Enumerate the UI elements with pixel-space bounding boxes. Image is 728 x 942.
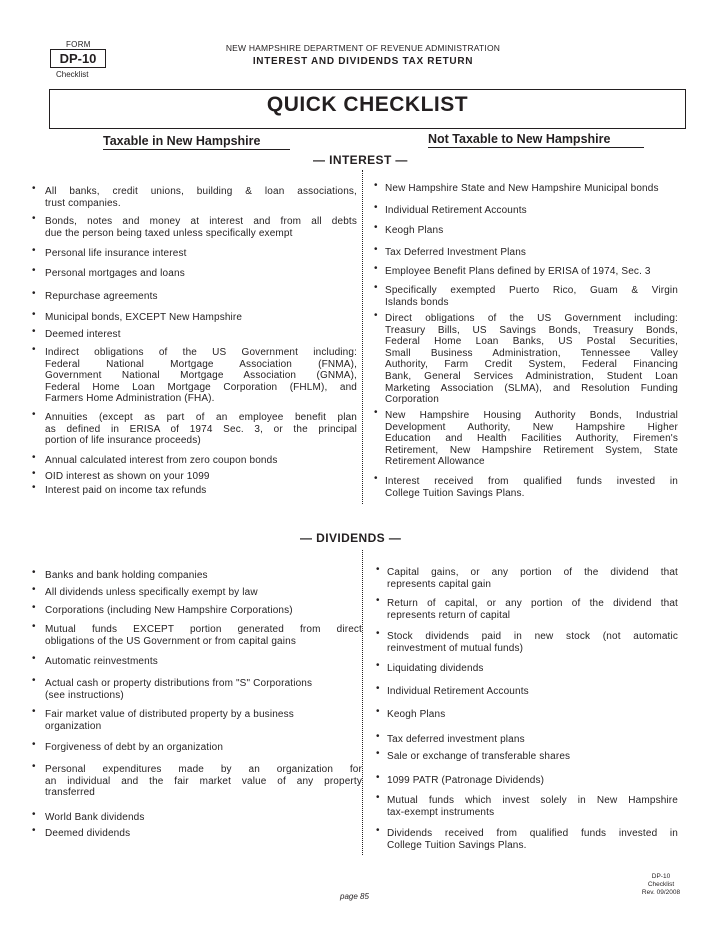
interest-column-divider	[362, 170, 363, 504]
taxable-column-heading: Taxable in New Hampshire	[103, 134, 290, 150]
checklist-item	[374, 263, 678, 278]
bullet-icon: •	[376, 660, 380, 671]
item-line: Municipal bonds, EXCEPT New Hampshire	[45, 312, 243, 323]
item-line: Automatic reinvestments	[45, 656, 158, 667]
form-number-box: DP-10	[50, 49, 106, 68]
bullet-icon: •	[32, 309, 36, 320]
bullet-icon: •	[376, 595, 380, 606]
item-line: Federal Home Loan Mortgage Corporation (FHLM), and	[45, 381, 357, 393]
item-text	[387, 598, 678, 621]
checklist-item	[32, 326, 357, 341]
checklist-item	[376, 731, 678, 746]
item-line: Farmers Home Administration (FHA).	[45, 393, 215, 405]
item-line: portion of life insurance proceeds)	[45, 435, 201, 447]
item-text	[45, 605, 362, 617]
checklist-item	[32, 706, 362, 732]
item-line: New Hampshire State and New Hampshire Municipal bonds	[385, 183, 659, 194]
item-line: Tax Deferred Investment Plans	[385, 247, 527, 258]
interest-heading-text: INTEREST	[329, 153, 392, 167]
checklist-item	[32, 482, 357, 497]
checklist-item	[32, 288, 357, 303]
checklist-item	[32, 409, 357, 447]
item-line: Banks and bank holding companies	[45, 570, 208, 581]
item-text	[45, 812, 362, 824]
bullet-icon: •	[32, 621, 36, 632]
page-number: page 85	[340, 892, 369, 901]
item-line: Mutual funds which invest solely in New Hampshire	[387, 795, 678, 806]
item-line: Bonds, notes and money at interest and from all debts	[45, 216, 357, 227]
checklist-item	[374, 473, 678, 499]
item-line: Development Authority, New Hampshire Higher	[385, 421, 678, 433]
checklist-item	[376, 825, 678, 851]
item-line: trust companies.	[45, 197, 121, 209]
checklist-item	[376, 628, 678, 654]
item-text	[45, 624, 362, 647]
bullet-icon: •	[32, 809, 36, 820]
item-line: All dividends unless specifically exempt by law	[45, 587, 258, 598]
item-text	[387, 734, 678, 746]
checklist-item	[32, 344, 357, 405]
bullet-icon: •	[32, 245, 36, 256]
item-line: Forgiveness of debt by an organization	[45, 742, 224, 753]
item-text	[45, 291, 357, 303]
bullet-icon: •	[32, 675, 36, 686]
item-text	[45, 268, 357, 280]
item-line: Personal mortgages and loans	[45, 268, 185, 279]
item-text	[387, 775, 678, 787]
checklist-item	[376, 660, 678, 675]
dividends-heading: — DIVIDENDS —	[300, 531, 402, 545]
bullet-icon: •	[32, 567, 36, 578]
item-line: reinvestment of mutual funds)	[387, 642, 524, 654]
bullet-icon: •	[376, 748, 380, 759]
bullet-icon: •	[32, 468, 36, 479]
item-text	[45, 312, 357, 324]
item-line: obligations of the US Government or from capital gains	[45, 635, 297, 647]
checklist-item	[374, 407, 678, 468]
item-line: All banks, credit unions, building & loan associations,	[45, 186, 357, 197]
item-text	[45, 485, 357, 497]
item-line: Stock dividends paid in new stock (not automatic	[387, 631, 678, 642]
item-line: Education and Health Facilities Authority, Firemen's	[385, 433, 678, 445]
item-text	[387, 631, 678, 654]
checklist-item	[32, 468, 357, 483]
item-text	[385, 410, 678, 468]
item-line: Indirect obligations of the US Government including:	[45, 347, 357, 358]
item-line: Annuities (except as part of an employee benefit plan	[45, 412, 357, 423]
bullet-icon: •	[32, 584, 36, 595]
item-line: Employee Benefit Plans defined by ERISA of 1974, Sec. 3	[385, 266, 651, 277]
bullet-icon: •	[32, 288, 36, 299]
bullet-icon: •	[32, 825, 36, 836]
department-name: NEW HAMPSHIRE DEPARTMENT OF REVENUE ADMINISTRATION	[225, 43, 501, 53]
bullet-icon: •	[374, 222, 378, 233]
revision-form: DP-10	[651, 873, 671, 880]
item-line: Repurchase agreements	[45, 291, 158, 302]
item-text	[385, 205, 678, 217]
bullet-icon: •	[32, 452, 36, 463]
checklist-item	[32, 213, 357, 239]
revision-block	[628, 873, 694, 897]
bullet-icon: •	[374, 202, 378, 213]
item-text	[45, 329, 357, 341]
item-text	[45, 186, 357, 209]
item-line: (see instructions)	[45, 689, 124, 701]
item-line: Return of capital, or any portion of the dividend that	[387, 598, 678, 609]
checklist-item	[376, 683, 678, 698]
item-line: Small Business Administration, Tennessee Valley	[385, 347, 678, 359]
checklist-item	[32, 653, 362, 668]
bullet-icon: •	[376, 731, 380, 742]
checklist-item	[374, 180, 678, 195]
item-text	[385, 225, 678, 237]
checklist-item	[32, 602, 362, 617]
bullet-icon: •	[32, 602, 36, 613]
dividends-heading-text: DIVIDENDS	[316, 531, 386, 545]
bullet-icon: •	[32, 213, 36, 224]
item-line: Corporations (including New Hampshire Corporations)	[45, 605, 293, 616]
item-text	[45, 742, 362, 754]
item-text	[387, 686, 678, 698]
bullet-icon: •	[32, 409, 36, 420]
checklist-item	[32, 825, 362, 840]
checklist-item	[32, 245, 357, 260]
bullet-icon: •	[376, 825, 380, 836]
form-subtitle: Checklist	[56, 70, 89, 79]
item-text	[385, 476, 678, 499]
checklist-item	[374, 222, 678, 237]
item-text	[45, 678, 362, 701]
checklist-item	[32, 265, 357, 280]
item-text	[385, 247, 678, 259]
item-line: Retirement, New Hampshire Retirement System, State	[385, 444, 678, 456]
checklist-item	[32, 761, 362, 799]
item-line: Individual Retirement Accounts	[385, 205, 527, 216]
item-line: New Hampshire Housing Authority Bonds, Industrial	[385, 410, 678, 421]
checklist-item	[32, 809, 362, 824]
item-text	[45, 764, 362, 799]
bullet-icon: •	[374, 263, 378, 274]
item-text	[45, 828, 362, 840]
item-line: Liquidating dividends	[387, 663, 484, 674]
item-line: Federal Home Loan Banks, US Postal Securities,	[385, 336, 678, 348]
item-line: Corporation	[385, 394, 439, 406]
bullet-icon: •	[32, 344, 36, 355]
item-line: an individual and the fair market value of any property	[45, 775, 362, 787]
item-line: Keogh Plans	[387, 709, 446, 720]
item-line: Government National Mortgage Association (GNMA),	[45, 370, 357, 382]
return-title: INTEREST AND DIVIDENDS TAX RETURN	[252, 56, 474, 67]
form-label: FORM	[66, 40, 91, 49]
checklist-item	[376, 564, 678, 590]
checklist-item	[32, 309, 357, 324]
checklist-item	[376, 772, 678, 787]
item-line: Islands bonds	[385, 296, 449, 308]
bullet-icon: •	[376, 628, 380, 639]
bullet-icon: •	[376, 772, 380, 783]
item-text	[385, 266, 678, 278]
item-line: Actual cash or property distributions from "S" Corporations	[45, 678, 313, 689]
item-line: Fair market value of distributed property by a business	[45, 709, 294, 720]
item-line: as defined in ERISA of 1974 Sec. 3, or the principal	[45, 423, 357, 435]
item-text	[45, 656, 362, 668]
item-line: Annual calculated interest from zero coupon bonds	[45, 455, 278, 466]
item-text	[387, 663, 678, 675]
checklist-item	[32, 183, 357, 209]
item-text	[45, 455, 357, 467]
item-line: Specifically exempted Puerto Rico, Guam & Virgin	[385, 285, 678, 296]
bullet-icon: •	[376, 683, 380, 694]
item-line: Interest paid on income tax refunds	[45, 485, 207, 496]
bullet-icon: •	[32, 761, 36, 772]
checklist-item	[32, 567, 362, 582]
checklist-item	[376, 595, 678, 621]
item-line: Personal life insurance interest	[45, 248, 187, 259]
item-text	[45, 347, 357, 405]
item-line: Individual Retirement Accounts	[387, 686, 529, 697]
bullet-icon: •	[32, 739, 36, 750]
bullet-icon: •	[32, 326, 36, 337]
item-line: Deemed interest	[45, 329, 121, 340]
item-text	[385, 313, 678, 406]
item-text	[45, 216, 357, 239]
revision-type: Checklist	[647, 881, 675, 888]
item-line: College Tuition Savings Plans.	[387, 839, 527, 851]
item-line: organization	[45, 720, 102, 732]
checklist-item	[374, 310, 678, 406]
bullet-icon: •	[374, 180, 378, 191]
item-line: 1099 PATR (Patronage Dividends)	[387, 775, 545, 786]
checklist-item	[32, 621, 362, 647]
page-title: QUICK CHECKLIST	[266, 93, 469, 116]
bullet-icon: •	[32, 482, 36, 493]
checklist-item	[374, 244, 678, 259]
checklist-item	[32, 675, 362, 701]
item-line: Keogh Plans	[385, 225, 444, 236]
item-line: Bank, General Services Administration, Student Loan	[385, 370, 678, 382]
item-line: due the person being taxed unless specifically exempt	[45, 227, 293, 239]
item-line: Deemed dividends	[45, 828, 131, 839]
checklist-item	[32, 452, 357, 467]
item-line: Retirement Allowance	[385, 456, 485, 468]
item-line: Dividends received from qualified funds invested in	[387, 828, 678, 839]
checklist-item	[374, 282, 678, 308]
item-line: represents return of capital	[387, 609, 511, 621]
bullet-icon: •	[374, 473, 378, 484]
item-text	[45, 412, 357, 447]
bullet-icon: •	[374, 244, 378, 255]
interest-heading: — INTEREST —	[313, 153, 408, 167]
checklist-item	[376, 792, 678, 818]
bullet-icon: •	[32, 706, 36, 717]
checklist-item	[32, 739, 362, 754]
item-text	[387, 751, 678, 763]
item-text	[45, 570, 362, 582]
item-text	[45, 709, 362, 732]
bullet-icon: •	[32, 265, 36, 276]
item-line: transferred	[45, 787, 96, 799]
item-line: Treasury Bills, US Savings Bonds, Treasury Bonds,	[385, 324, 678, 336]
not-taxable-column-heading: Not Taxable to New Hampshire	[428, 132, 644, 148]
item-line: College Tuition Savings Plans.	[385, 487, 525, 499]
item-line: Interest received from qualified funds invested in	[385, 476, 678, 487]
item-text	[385, 285, 678, 308]
item-line: Capital gains, or any portion of the dividend that	[387, 567, 678, 578]
checklist-item	[376, 748, 678, 763]
item-line: represents capital gain	[387, 578, 492, 590]
bullet-icon: •	[376, 706, 380, 717]
bullet-icon: •	[374, 282, 378, 293]
bullet-icon: •	[374, 310, 378, 321]
bullet-icon: •	[32, 653, 36, 664]
item-text	[387, 709, 678, 721]
item-line: Authority, Farm Credit System, Federal Financing	[385, 359, 678, 371]
item-line: Federal National Mortgage Association (FNMA),	[45, 358, 357, 370]
item-line: OID interest as shown on your 1099	[45, 471, 210, 482]
bullet-icon: •	[374, 407, 378, 418]
item-text	[45, 471, 357, 483]
item-text	[45, 587, 362, 599]
item-line: Personal expenditures made by an organization for	[45, 764, 362, 775]
item-text	[387, 795, 678, 818]
bullet-icon: •	[32, 183, 36, 194]
checklist-item	[374, 202, 678, 217]
item-line: Sale or exchange of transferable shares	[387, 751, 571, 762]
item-line: Marketing Association (SLMA), and Resolution Funding	[385, 382, 678, 394]
bullet-icon: •	[376, 564, 380, 575]
dividends-column-divider	[362, 550, 363, 855]
item-line: World Bank dividends	[45, 812, 145, 823]
item-line: Mutual funds EXCEPT portion generated from direct	[45, 624, 362, 635]
checklist-item	[376, 706, 678, 721]
item-text	[387, 828, 678, 851]
item-text	[387, 567, 678, 590]
item-line: Tax deferred investment plans	[387, 734, 525, 745]
checklist-item	[32, 584, 362, 599]
item-text	[45, 248, 357, 260]
bullet-icon: •	[376, 792, 380, 803]
item-text	[385, 183, 678, 195]
item-line: tax-exempt instruments	[387, 806, 495, 818]
revision-date: Rev. 09/2008	[641, 889, 681, 896]
item-line: Direct obligations of the US Government including:	[385, 313, 678, 324]
